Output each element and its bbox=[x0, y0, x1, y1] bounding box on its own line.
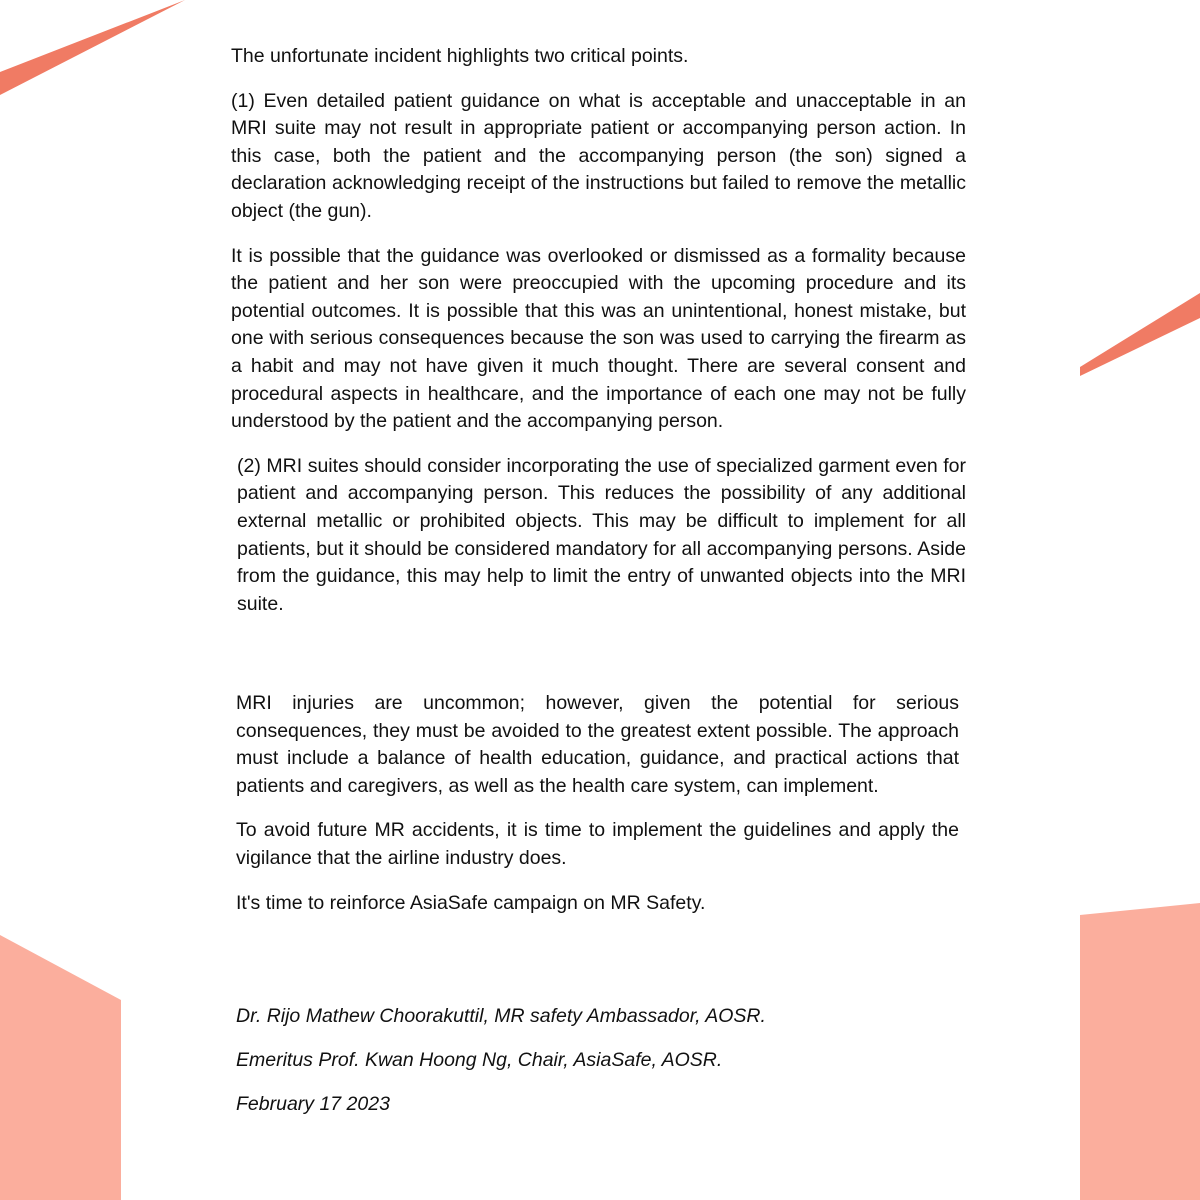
bottom-left-block-shape bbox=[0, 935, 121, 1200]
top-left-stripe-shape bbox=[0, 0, 185, 95]
explanation-paragraph: It is possible that the guidance was overlooked or dismissed as a formality because the patient and her son were preoccupied with the upcoming procedure and its potential outcomes. It is possible that this was an unintentional, honest mistake, but one with serious consequences because the son was used to carrying the firearm as a habit and may not have given it much thought. There are several consent and procedural aspects in healthcare, and the importance of each one may not be fully understood by the patient and the accompanying person. bbox=[231, 244, 966, 433]
conclusion-paragraph: MRI injuries are uncommon; however, given the potential for serious consequences, they must be avoided to the greatest extent possible. The approach must include a balance of health education, guidance, and practical actions that patients and caregivers, as well as the health care system, can implement. bbox=[236, 692, 959, 797]
bottom-right-block-shape bbox=[1080, 903, 1200, 1200]
signature-line: Emeritus Prof. Kwan Hoong Ng, Chair, AsiaSafe, AOSR. bbox=[236, 1048, 723, 1071]
body-section bbox=[231, 43, 966, 635]
vigilance-paragraph: To avoid future MR accidents, it is time to implement the guidelines and apply the vigilance that the airline industry does. bbox=[236, 819, 959, 869]
document-date: February 17 2023 bbox=[236, 1092, 390, 1115]
campaign-paragraph: It's time to reinforce AsiaSafe campaign on MR Safety. bbox=[236, 891, 706, 914]
point-two-paragraph: (2) MRI suites should consider incorporating the use of specialized garment even for patient and accompanying person. This reduces the possibility of any additional external metallic or prohibited objects. This may be difficult to implement for all patients, but it should be considered mandatory for all accompanying persons. Aside from the guidance, this may help to limit the entry of unwanted objects into the MRI suite. bbox=[237, 454, 966, 615]
signature-section bbox=[236, 1003, 959, 1135]
signature-line: Dr. Rijo Mathew Choorakuttil, MR safety Ambassador, AOSR. bbox=[236, 1005, 766, 1027]
point-one-paragraph: (1) Even detailed patient guidance on what is acceptable and unacceptable in an MRI suite may not result in appropriate patient or accompanying person action. In this case, both the patient and the accompanying person (the son) signed a declaration acknowledging receipt of the instructions but failed to remove the metallic object (the gun). bbox=[231, 89, 966, 222]
conclusion-section bbox=[236, 690, 959, 934]
right-stripe-shape bbox=[1080, 293, 1200, 376]
intro-paragraph: The unfortunate incident highlights two critical points. bbox=[231, 45, 689, 67]
